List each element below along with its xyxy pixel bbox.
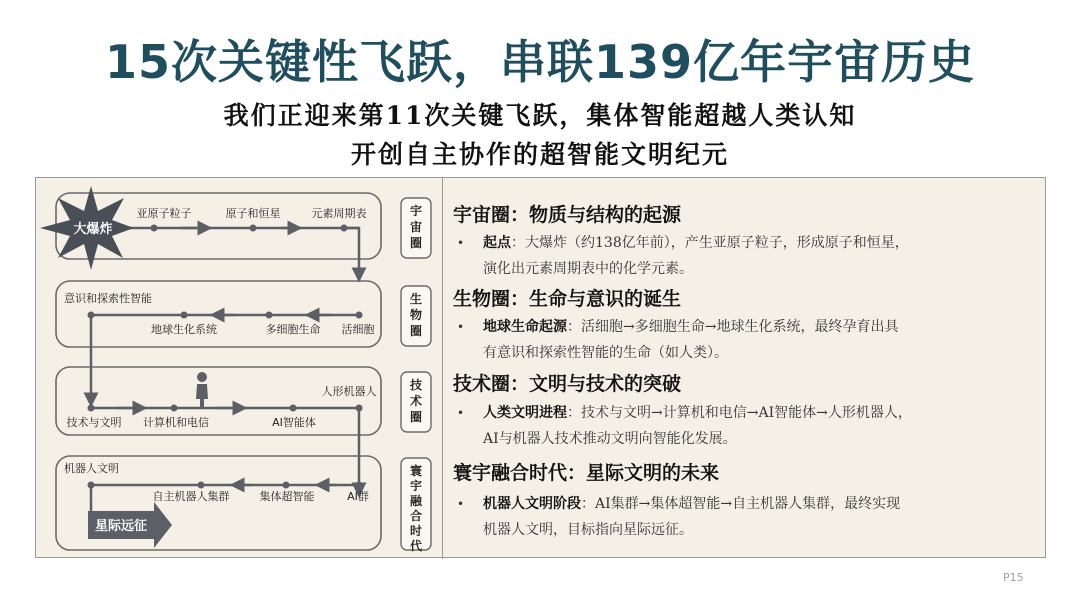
era-cosmos-char-2: 宙	[409, 220, 423, 234]
section-title-bio: 生物圈：生命与意识的诞生	[453, 288, 682, 310]
svg-text:宇宙圈	[410, 203, 422, 250]
section-body-tech	[457, 400, 1031, 452]
bullet-label-bio: 地球生命起源	[483, 319, 567, 335]
label-ai-agent: AI智能体	[272, 416, 316, 429]
bullet-icon: •	[457, 236, 465, 250]
section-text-cosmic-fusion-1: ：AI集群→集体超智能→自主机器人集群，最终实现	[581, 496, 901, 512]
era-fusion-char-2: 宇	[409, 479, 423, 493]
era-fusion-char-1: 寰	[409, 464, 423, 478]
section-text-bio-2: 有意识和探索性智能的生命（如人类）。	[483, 345, 728, 361]
era-cosmos-char-3: 圈	[409, 236, 423, 250]
label-multicellular: 多细胞生命	[265, 323, 321, 336]
interstellar-label: 星际远征	[94, 519, 148, 534]
node-ai-agent	[290, 405, 297, 412]
section-text-cosmos-1: ：大爆炸（约138亿年前），产生亚原子粒子，形成原子和恒星，	[511, 235, 909, 251]
section-text-cosmos-2: 演化出元素周期表中的化学元素。	[483, 261, 693, 277]
label-computers-telecom: 计算机和电信	[143, 416, 209, 429]
bullet-label-cosmos: 起点	[483, 235, 511, 251]
era-tech-char-2: 术	[409, 394, 423, 408]
description-column	[443, 178, 1047, 559]
bullet-label-tech: 人类文明进程	[483, 405, 567, 421]
label-atoms-stars: 原子和恒星	[225, 207, 281, 220]
era-fusion-char-5: 时	[409, 524, 423, 538]
section-text-tech-2: AI与机器人技术推动文明向智能化发展。	[483, 431, 737, 447]
section-body-bio	[457, 314, 1031, 366]
label-collective-superintelligence: 集体超智能	[259, 490, 315, 503]
era-fusion-char-6: 代	[409, 539, 423, 553]
label-ai-swarm: AI群	[347, 490, 369, 503]
evolution-diagram	[36, 178, 443, 559]
node-subatomic	[151, 225, 158, 232]
label-autonomous-robot-swarm: 自主机器人集群	[152, 490, 230, 503]
bullet-label-cosmic-fusion: 机器人文明阶段	[483, 496, 581, 512]
big-bang-label: 大爆炸	[73, 222, 113, 237]
section-title-cosmic-fusion: 寰宇融合时代：星际文明的未来	[453, 462, 720, 484]
node-living-cell	[356, 312, 363, 319]
label-subatomic-particles: 亚原子粒子	[136, 207, 192, 220]
section-text-cosmic-fusion-2: 机器人文明，目标指向星际远征。	[483, 522, 693, 538]
section-text-bio-1: ：活细胞→多细胞生命→地球生化系统，最终孕育出具	[567, 319, 899, 335]
node-collective-superintelligence	[283, 482, 290, 489]
svg-text:生物圈	[410, 291, 422, 338]
era-bio-char-3: 圈	[409, 324, 423, 338]
bullet-icon: •	[457, 320, 465, 334]
node-autonomous-robot-swarm	[198, 482, 205, 489]
section-body-cosmic-fusion	[457, 491, 1031, 543]
era-tech-char-1: 技	[409, 378, 423, 392]
label-robot-civilization: 机器人文明	[64, 462, 119, 475]
page-number: P15	[1003, 571, 1024, 584]
node-multicellular	[266, 312, 273, 319]
content-panel	[35, 177, 1046, 558]
era-fusion-char-4: 合	[409, 509, 423, 523]
node-ai-swarm	[356, 482, 363, 489]
slide-title: 15次关键性飞跃，串联139亿年宇宙历史	[104, 35, 976, 89]
row1-to-row2-connector	[344, 228, 359, 281]
node-tech-civilization	[88, 405, 95, 412]
label-tech-civilization: 技术与文明	[66, 416, 122, 429]
node-biochem-system	[181, 312, 188, 319]
bullet-icon: •	[457, 406, 465, 420]
humanoid-figure-icon	[196, 372, 208, 408]
era-cosmos-char-1: 宇	[409, 204, 423, 218]
label-consciousness: 意识和探索性智能	[64, 292, 152, 305]
section-text-tech-1: ：技术与文明→计算机和电信→AI智能体→人形机器人，	[567, 405, 912, 421]
label-biochem-system: 地球生化系统	[151, 323, 217, 336]
era-bio-char-2: 物	[409, 308, 423, 322]
era-fusion-char-3: 融	[409, 494, 423, 508]
section-body-cosmos	[457, 230, 1031, 282]
bullet-icon: •	[457, 497, 465, 511]
subtitle-line-1: 我们正迎来第11次关键飞跃，集体智能超越人类认知	[223, 101, 857, 130]
svg-text:技术圈	[409, 377, 422, 424]
era-tech-char-3: 圈	[409, 410, 423, 424]
era-bio-char-1: 生	[409, 292, 423, 306]
label-living-cell: 活细胞	[341, 323, 375, 336]
node-computers-telecom	[171, 405, 178, 412]
node-atoms-stars	[250, 225, 257, 232]
label-periodic-table: 元素周期表	[311, 207, 367, 220]
label-humanoid-robot: 人形机器人	[321, 385, 377, 398]
section-title-cosmos: 宇宙圈：物质与结构的起源	[453, 204, 682, 226]
section-title-tech: 技术圈：文明与技术的突破	[453, 373, 682, 395]
subtitle-line-2: 开创自主协作的超智能文明纪元	[350, 140, 729, 169]
